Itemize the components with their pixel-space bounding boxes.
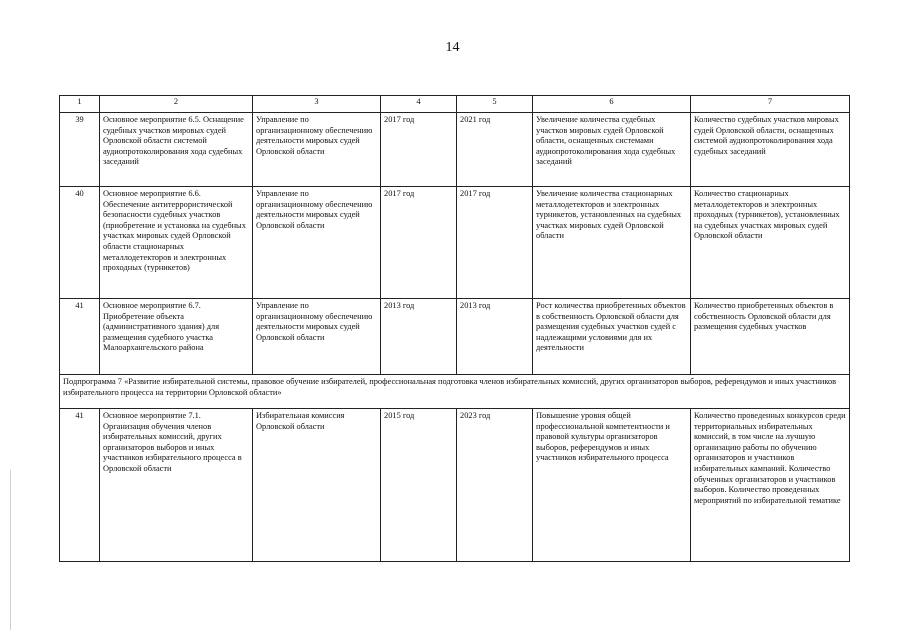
measure-cell: Основное мероприятие 6.6. Обеспечение антитеррористической безопасности судебных участков (приобретение и установка на судебных участках мировых судей Орловской области стационарных металлодетекторов и электронных проходных (турникетов) — [100, 187, 253, 299]
row-number: 39 — [60, 113, 100, 187]
end-year-cell: 2013 год — [457, 299, 533, 375]
row-number: 41 — [60, 409, 100, 562]
header-cell: 5 — [457, 96, 533, 113]
start-year-cell: 2015 год — [381, 409, 457, 562]
subprogram-row — [60, 375, 850, 409]
header-cell: 4 — [381, 96, 457, 113]
header-cell: 2 — [100, 96, 253, 113]
start-year-cell: 2013 год — [381, 299, 457, 375]
end-year-cell: 2021 год — [457, 113, 533, 187]
result-cell: Рост количества приобретенных объектов в собственность Орловской области для размещения судебных участков судей с надлежащими условиями для их деятельности — [533, 299, 691, 375]
row-number: 41 — [60, 299, 100, 375]
header-cell: 1 — [60, 96, 100, 113]
table-row — [60, 299, 850, 375]
header-cell: 3 — [253, 96, 381, 113]
start-year-cell: 2017 год — [381, 187, 457, 299]
result-cell: Повышение уровня общей профессиональной компетентности и правовой культуры организаторов выборов, референдумов и иных участников избирательного процесса — [533, 409, 691, 562]
executor-cell: Управление по организационному обеспечению деятельности мировых судей Орловской области — [253, 299, 381, 375]
page-number: 14 — [445, 40, 460, 55]
end-year-cell: 2023 год — [457, 409, 533, 562]
executor-cell: Избирательная комиссия Орловской области — [253, 409, 381, 562]
executor-cell: Управление по организационному обеспечению деятельности мировых судей Орловской области — [253, 113, 381, 187]
indicator-cell: Количество проведенных конкурсов среди территориальных избирательных комиссий, в том числе на лучшую организацию работы по обучению организаторов и участников избирательных кампаний. Количество обученных организаторов и участников выборов. Количество проведенных мероприятий по избирательной тематике — [691, 409, 850, 562]
row-number: 40 — [60, 187, 100, 299]
header-cell: 7 — [691, 96, 850, 113]
start-year-cell: 2017 год — [381, 113, 457, 187]
indicator-cell: Количество судебных участков мировых судей Орловской области, оснащенных системой аудиопротоколирования хода судебных заседаний — [691, 113, 850, 187]
indicator-cell: Количество стационарных металлодетекторов и электронных проходных (турникетов), установленных на судебных участках мировых судей Орловской области — [691, 187, 850, 299]
measure-cell: Основное мероприятие 7.1. Организация обучения членов избирательных комиссий, других организаторов выборов и иных участников избирательного процесса в Орловской области — [100, 409, 253, 562]
header-row — [60, 96, 850, 113]
subprogram-title: Подпрограмма 7 «Развитие избирательной системы, правовое обучение избирателей, профессиональная подготовка членов избирательных комиссий, других организаторов выборов, референдумов и иных участников избирательного процесса на территории Орловской области» — [60, 375, 850, 409]
program-table — [59, 95, 850, 562]
end-year-cell: 2017 год — [457, 187, 533, 299]
header-cell: 6 — [533, 96, 691, 113]
table-row — [60, 113, 850, 187]
indicator-cell: Количество приобретенных объектов в собственность Орловской области для размещения судебных участков — [691, 299, 850, 375]
result-cell: Увеличение количества судебных участков мировых судей Орловской области, оснащенных системами аудиопротоколирования хода судебных заседаний — [533, 113, 691, 187]
scan-edge-line — [10, 470, 11, 630]
table-row — [60, 187, 850, 299]
table-row — [60, 409, 850, 562]
measure-cell: Основное мероприятие 6.7. Приобретение объекта (административного здания) для размещения судебного участка Малоархангельского района — [100, 299, 253, 375]
executor-cell: Управление по организационному обеспечению деятельности мировых судей Орловской области — [253, 187, 381, 299]
result-cell: Увеличение количества стационарных металлодетекторов и электронных турникетов, установленных на судебных участках мировых судей Орловской области — [533, 187, 691, 299]
measure-cell: Основное мероприятие 6.5. Оснащение судебных участков мировых судей Орловской области системой аудиопротоколирования хода судебных заседаний — [100, 113, 253, 187]
